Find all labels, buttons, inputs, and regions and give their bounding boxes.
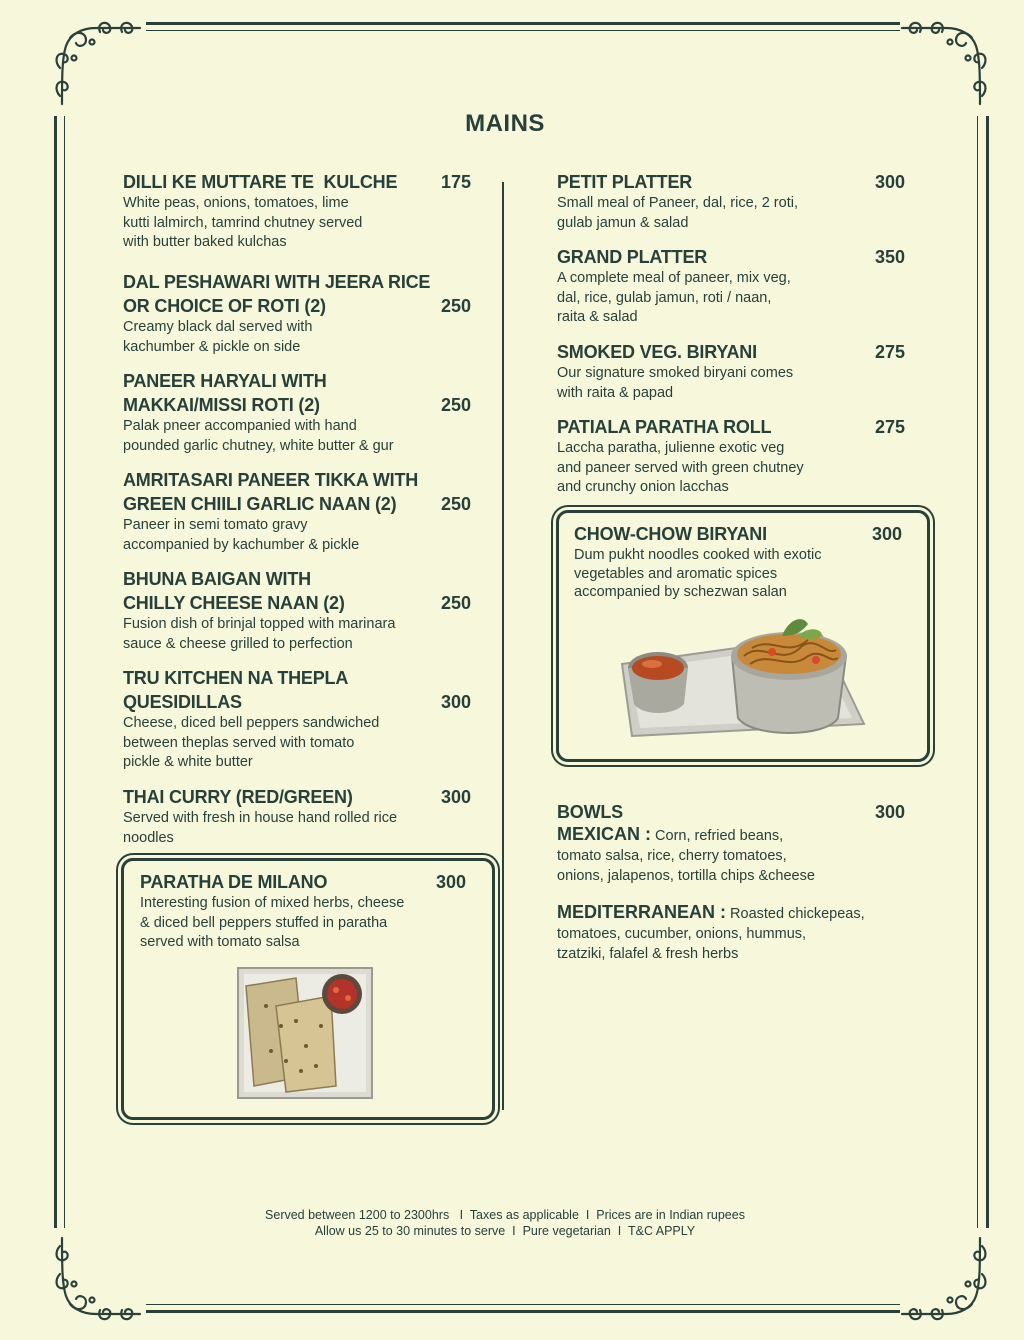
item-price: 250 bbox=[440, 395, 471, 415]
item-name: PETIT PLATTER bbox=[557, 172, 693, 192]
menu-item bbox=[123, 785, 471, 848]
menu-item bbox=[123, 666, 471, 773]
menu-item bbox=[123, 170, 471, 253]
biryani-food-image bbox=[612, 606, 868, 744]
item-description: A complete meal of paneer, mix veg, dal, rice, gulab jamun, roti / naan, raita & salad bbox=[557, 270, 791, 325]
item-name: TRU KITCHEN NA THEPLA bbox=[123, 668, 349, 688]
item-price: 300 bbox=[874, 802, 905, 822]
item-name: THAI CURRY (RED/GREEN) bbox=[123, 787, 353, 807]
item-name: PATIALA PARATHA ROLL bbox=[557, 417, 772, 437]
corner-flourish-icon bbox=[52, 18, 142, 108]
corner-flourish-icon bbox=[52, 1234, 142, 1324]
footer-line-1: Served between 1200 to 2300hrs I Taxes as applicable I Prices are in Indian rupees bbox=[265, 1208, 745, 1222]
frame-top-line bbox=[146, 22, 900, 25]
item-price: 275 bbox=[874, 417, 905, 437]
item-description: Laccha paratha, julienne exotic veg and paneer served with green chutney and crunchy onion lacchas bbox=[557, 440, 804, 495]
item-name: AMRITASARI PANEER TIKKA WITH bbox=[123, 470, 419, 490]
item-description: Small meal of Paneer, dal, rice, 2 roti, gulab jamun & salad bbox=[557, 195, 798, 231]
menu-item bbox=[140, 870, 466, 953]
frame-left-line bbox=[54, 116, 57, 1228]
item-description: Creamy black dal served with kachumber & pickle on side bbox=[123, 319, 313, 355]
item-name: SMOKED VEG. BIRYANI bbox=[557, 342, 757, 362]
item-name-line2: CHILLY CHEESE NAAN (2) bbox=[123, 593, 345, 613]
menu-item bbox=[123, 567, 471, 654]
item-name: CHOW-CHOW BIRYANI bbox=[574, 524, 767, 544]
item-description: Interesting fusion of mixed herbs, cheese & diced bell peppers stuffed in paratha served with tomato salsa bbox=[140, 895, 405, 950]
item-price: 300 bbox=[435, 872, 466, 892]
item-name: GRAND PLATTER bbox=[557, 247, 708, 267]
item-description: White peas, onions, tomatoes, lime kutti lalmirch, tamrind chutney served with butter baked kulchas bbox=[123, 195, 363, 250]
item-description: Cheese, diced bell peppers sandwiched between theplas served with tomato pickle & white butter bbox=[123, 715, 380, 770]
item-name: BOWLS bbox=[557, 802, 623, 822]
item-price: 300 bbox=[440, 787, 471, 807]
item-price: 350 bbox=[874, 247, 905, 267]
menu-item bbox=[557, 245, 905, 328]
menu-item-bowls bbox=[557, 800, 905, 964]
menu-item bbox=[574, 522, 902, 602]
column-divider bbox=[502, 182, 504, 1110]
item-description: Fusion dish of brinjal topped with marinara sauce & cheese grilled to perfection bbox=[123, 616, 396, 652]
frame-left-thin-line bbox=[64, 116, 65, 1228]
menu-item bbox=[557, 340, 905, 403]
item-name-line2: OR CHOICE OF ROTI (2) bbox=[123, 296, 326, 316]
item-description: Dum pukht noodles cooked with exotic vegetables and aromatic spices accompanied by schezwan salan bbox=[574, 547, 822, 600]
item-name: PANEER HARYALI WITH bbox=[123, 371, 327, 391]
item-name: DILLI KE MUTTARE TE KULCHE bbox=[123, 172, 398, 192]
item-price: 300 bbox=[871, 524, 902, 544]
page-title: MAINS bbox=[465, 110, 545, 137]
item-price: 300 bbox=[440, 692, 471, 712]
bowl-mediterranean: MEDITERRANEAN : Roasted chickepeas, tomatoes, cucumber, onions, hummus, tzatziki, falafel & fresh herbs bbox=[557, 902, 865, 962]
item-price: 300 bbox=[874, 172, 905, 192]
item-price: 250 bbox=[440, 593, 471, 613]
item-name-line2: GREEN CHIILI GARLIC NAAN (2) bbox=[123, 494, 397, 514]
paratha-food-image bbox=[236, 966, 374, 1100]
item-name-line2: QUESIDILLAS bbox=[123, 692, 242, 712]
item-price: 250 bbox=[440, 296, 471, 316]
menu-item bbox=[557, 170, 905, 233]
frame-bottom-thin-line bbox=[146, 1304, 900, 1305]
menu-item bbox=[557, 415, 905, 498]
item-name: BHUNA BAIGAN WITH bbox=[123, 569, 311, 589]
item-description: Paneer in semi tomato gravy accompanied by kachumber & pickle bbox=[123, 517, 360, 553]
corner-flourish-icon bbox=[900, 18, 990, 108]
frame-bottom-line bbox=[146, 1310, 900, 1313]
menu-item bbox=[123, 369, 471, 456]
item-price: 250 bbox=[440, 494, 471, 514]
bowl-mexican: MEXICAN : Corn, refried beans, tomato salsa, rice, cherry tomatoes, onions, jalapenos, tortilla chips &cheese bbox=[557, 824, 815, 884]
bowl-label: MEDITERRANEAN : bbox=[557, 902, 726, 922]
bowl-label: MEXICAN : bbox=[557, 824, 651, 844]
frame-top-thin-line bbox=[146, 30, 900, 31]
menu-item bbox=[123, 270, 471, 357]
frame-right-thin-line bbox=[977, 116, 978, 1228]
menu-item bbox=[123, 468, 471, 555]
item-name: PARATHA DE MILANO bbox=[140, 872, 328, 892]
frame-right-line bbox=[986, 116, 989, 1228]
item-name: DAL PESHAWARI WITH JEERA RICE bbox=[123, 272, 431, 292]
corner-flourish-icon bbox=[900, 1234, 990, 1324]
item-price: 175 bbox=[440, 172, 471, 192]
item-name-line2: MAKKAI/MISSI ROTI (2) bbox=[123, 395, 320, 415]
item-description: Our signature smoked biryani comes with raita & papad bbox=[557, 365, 794, 401]
item-description: Served with fresh in house hand rolled rice noodles bbox=[123, 810, 398, 846]
item-description: Palak pneer accompanied with hand pounded garlic chutney, white butter & gur bbox=[123, 418, 394, 454]
footer-line-2: Allow us 25 to 30 minutes to serve I Pure vegetarian I T&C APPLY bbox=[314, 1224, 696, 1238]
item-price: 275 bbox=[874, 342, 905, 362]
